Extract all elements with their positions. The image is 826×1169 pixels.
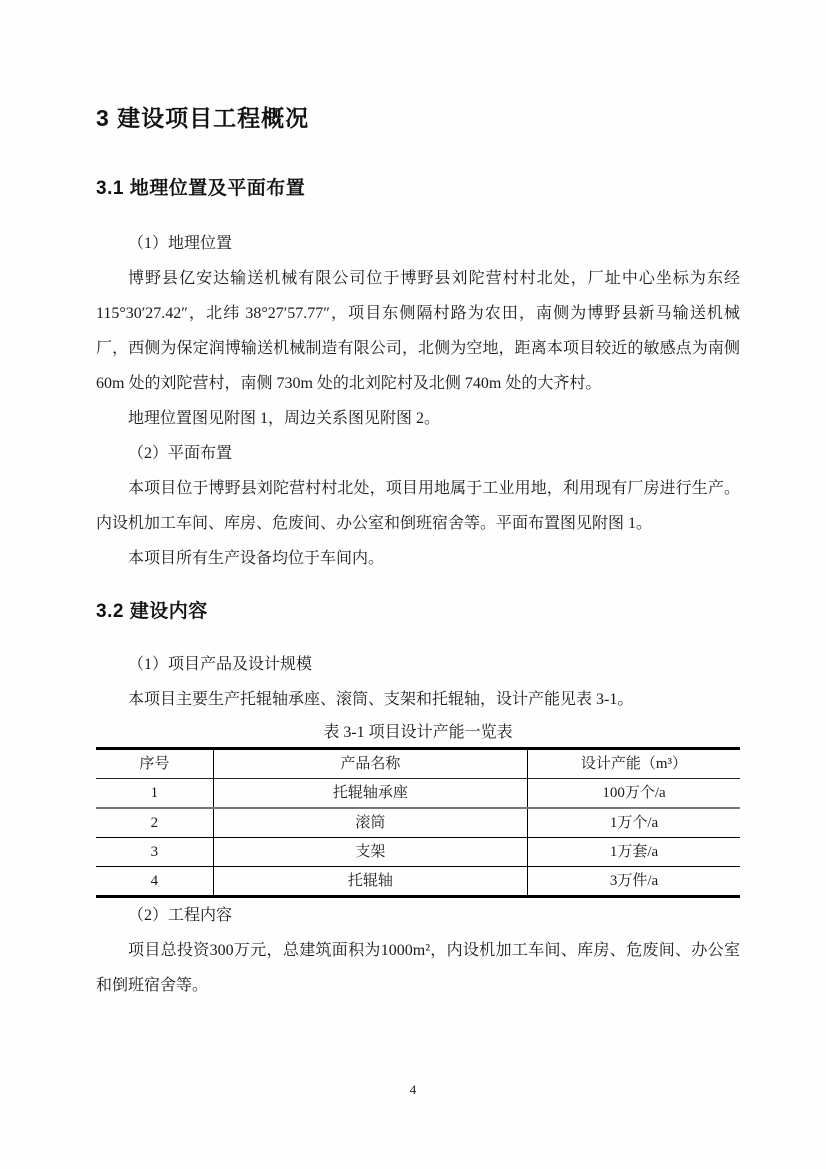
table-cell: 100万个/a	[527, 779, 740, 809]
table-cell: 3万件/a	[527, 867, 740, 897]
table-row	[96, 779, 740, 809]
paragraph-investment: 项目总投资300万元，总建筑面积为1000m²，内设机加工车间、库房、危废间、办公室和倒班宿舍等。	[96, 942, 740, 994]
table-cell: 2	[96, 808, 213, 838]
table-row	[96, 838, 740, 867]
table-header-product: 产品名称	[213, 749, 527, 779]
table-caption: 表 3-1 项目设计产能一览表	[323, 724, 513, 741]
table-header-capacity: 设计产能（m³）	[527, 749, 740, 779]
design-capacity-table	[96, 747, 740, 898]
table-cell: 支架	[213, 838, 527, 867]
document-content	[96, 100, 740, 1003]
item-plane-layout-label: （2）平面布置	[128, 445, 233, 462]
table-cell: 1	[96, 779, 213, 809]
table-cell: 1万个/a	[527, 808, 740, 838]
table-row	[96, 867, 740, 897]
table-cell: 3	[96, 838, 213, 867]
table-header-seq: 序号	[96, 749, 213, 779]
table-cell: 1万套/a	[527, 838, 740, 867]
paragraph-main-products: 本项目主要生产托辊轴承座、滚筒、支架和托辊轴，设计产能见表 3-1。	[128, 691, 634, 708]
table-body	[96, 779, 740, 897]
table-cell: 托辊轴承座	[213, 779, 527, 809]
paragraph-geo-location: 博野县亿安达输送机械有限公司位于博野县刘陀营村村北处，厂址中心坐标为东经115°30′27.42″，北纬 38°27′57.77″，项目东侧隔村路为农田，南侧为博野县新马输送机械厂，西侧为保定润博输送机械制造有限公司，北侧为空地，距离本项目较近的敏感点为南侧 60m 处的刘陀营村，南侧 730m 处的北刘陀村及北侧 740m 处的大齐村。	[96, 270, 740, 392]
table-cell: 4	[150, 873, 159, 889]
table-header-row	[96, 749, 740, 779]
page-number: 4	[409, 1082, 417, 1097]
section-32-heading: 3.2 建设内容	[96, 601, 208, 622]
paragraph-equipment-location: 本项目所有生产设备均位于车间内。	[128, 550, 385, 567]
table-cell: 滚筒	[213, 808, 527, 838]
paragraph-figure-references: 地理位置图见附图 1，周边关系图见附图 2。	[128, 410, 441, 427]
paragraph-plane-layout: 本项目位于博野县刘陀营村村北处，项目用地属于工业用地，利用现有厂房进行生产。内设机加工车间、库房、危废间、办公室和倒班宿舍等。平面布置图见附图 1。	[96, 480, 740, 532]
table-header	[96, 749, 740, 779]
item-products-scale-label: （1）项目产品及设计规模	[128, 656, 313, 673]
table-row	[96, 808, 740, 838]
item-engineering-content-label: （2）工程内容	[128, 907, 233, 924]
section-31-heading: 3.1 地理位置及平面布置	[96, 178, 306, 199]
table-cell: 托辊轴	[213, 867, 527, 897]
chapter-heading: 3 建设项目工程概况	[96, 105, 310, 131]
item-geo-location-label: （1）地理位置	[128, 235, 233, 252]
